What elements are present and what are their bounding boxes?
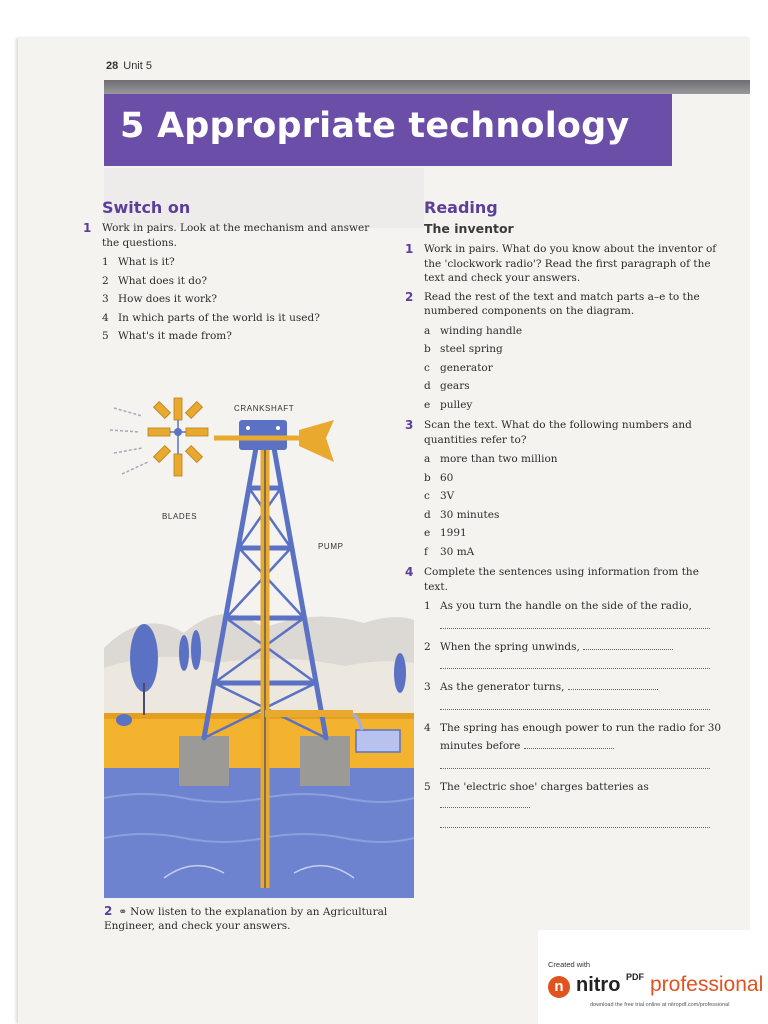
item-key: c: [424, 361, 430, 374]
exercise-4-right: [405, 565, 725, 828]
item-text: As the generator turns,: [440, 681, 565, 693]
item-key: f: [424, 545, 428, 558]
item-key: d: [424, 508, 431, 521]
list-item: [424, 543, 725, 562]
exercise-text: Complete the sentences using information from the text.: [424, 566, 699, 593]
item-text: generator: [440, 361, 493, 374]
list-item: [424, 524, 725, 543]
exercise-number: 2: [405, 289, 414, 304]
item-text: steel spring: [440, 343, 503, 355]
exercise-number: 3: [405, 418, 414, 432]
tagline-text: download the free trial online at nitropdf.com/professional: [590, 1002, 730, 1008]
list-item: [102, 272, 383, 291]
list-item: [424, 450, 725, 469]
list-item: [424, 469, 725, 488]
item-key: 5: [102, 330, 109, 342]
item-key: 5: [424, 780, 431, 793]
page-title: 5 Appropriate technology: [120, 106, 630, 146]
item-key: 4: [102, 311, 109, 324]
item-text: What does it do?: [118, 274, 207, 287]
list-item: [424, 719, 725, 769]
exercise-text: Work in pairs. What do you know about the inventor of the 'clockwork radio'? Read the first paragraph of the text and check your answers.: [424, 243, 717, 284]
item-key: c: [424, 490, 430, 502]
item-text: 1991: [440, 527, 467, 539]
windpump-illustration: [104, 358, 414, 898]
product-name: professional: [650, 973, 764, 996]
exercise-2-right: [405, 290, 725, 415]
item-key: a: [424, 453, 431, 465]
answer-blank[interactable]: [440, 798, 530, 808]
exercise-number: 1: [405, 242, 414, 256]
brand-name: nitro: [576, 974, 621, 996]
list-item: [102, 253, 383, 272]
exercise-text: Read the rest of the text and match parts a–e to the numbered components on the diagram.: [424, 290, 700, 317]
list-item: [424, 506, 725, 525]
header-bar: [104, 80, 750, 94]
windpump-drawing: [104, 358, 414, 898]
headphones-icon: ⚭: [118, 906, 128, 918]
switch-on-heading: Switch on: [102, 198, 191, 217]
item-text: In which parts of the world is it used?: [118, 311, 320, 324]
item-key: e: [424, 398, 431, 411]
list-item: [102, 327, 383, 346]
sentence-completion-list: [424, 597, 725, 828]
item-key: e: [424, 527, 431, 539]
page-header: [106, 60, 152, 72]
item-key: b: [424, 471, 431, 484]
item-text: 60: [440, 471, 454, 484]
quantity-list: [424, 450, 725, 561]
exercise-1-left: [83, 221, 383, 346]
item-key: 1: [424, 600, 431, 612]
page-number: 28: [106, 60, 119, 72]
item-text: pulley: [440, 398, 473, 411]
item-text: 3V: [440, 490, 455, 502]
answer-blank[interactable]: [440, 656, 710, 669]
list-item: [424, 377, 725, 396]
exercise-text: Work in pairs. Look at the mechanism and answer the questions.: [102, 222, 370, 249]
exercise-text: Scan the text. What do the following numbers and quantities refer to?: [424, 419, 692, 446]
list-item: [102, 290, 383, 309]
reading-subheading: The inventor: [424, 221, 514, 236]
item-key: 1: [102, 256, 109, 268]
item-key: 2: [102, 274, 109, 287]
list-item: [424, 340, 725, 359]
diagram-label-pump: PUMP: [318, 542, 344, 551]
nitro-pdf-watermark[interactable]: [538, 930, 768, 1024]
exercise-text: Now listen to the explanation by an Agricultural Engineer, and check your answers.: [104, 906, 388, 932]
reading-section: [405, 198, 725, 837]
item-text: more than two million: [440, 453, 558, 465]
list-item: [424, 678, 725, 710]
brand-superscript: PDF: [626, 972, 644, 982]
item-text: When the spring unwinds,: [440, 640, 580, 653]
list-item: [102, 309, 383, 328]
item-text: What is it?: [118, 256, 175, 268]
unit-label: Unit 5: [123, 60, 152, 72]
item-text: What's it made from?: [118, 330, 232, 342]
answer-blank[interactable]: [568, 680, 658, 690]
title-banner: [104, 94, 672, 166]
item-key: 2: [424, 640, 431, 653]
item-key: 3: [102, 293, 109, 305]
created-with-text: Created with: [548, 960, 591, 969]
item-text: How does it work?: [118, 293, 218, 305]
list-item: [424, 359, 725, 378]
answer-blank[interactable]: [524, 739, 614, 749]
item-text: The 'electric shoe' charges batteries as: [440, 780, 649, 793]
exercise-number: 2: [104, 904, 113, 918]
answer-blank[interactable]: [583, 640, 673, 650]
answer-blank[interactable]: [440, 815, 710, 828]
item-key: 4: [424, 721, 431, 734]
item-key: a: [424, 324, 431, 337]
exercise-number: 1: [83, 221, 92, 235]
exercise-3-right: [405, 418, 725, 561]
component-list: [424, 322, 725, 415]
exercise-1-right: [405, 242, 725, 286]
item-text: gears: [440, 380, 470, 392]
item-key: d: [424, 380, 431, 392]
item-text: As you turn the handle on the side of the radio,: [440, 600, 692, 612]
list-item: [424, 487, 725, 506]
item-text: 30 mA: [440, 545, 475, 558]
exercise-number: 4: [405, 565, 414, 579]
answer-blank[interactable]: [440, 756, 710, 769]
item-key: b: [424, 343, 431, 355]
reading-heading: Reading: [424, 198, 498, 217]
list-item: [424, 638, 725, 670]
diagram-label-crankshaft: CRANKSHAFT: [234, 404, 295, 413]
list-item: [424, 396, 725, 415]
nitro-logo-icon: n: [548, 976, 570, 998]
diagram-label-blades: BLADES: [162, 512, 198, 521]
switch-on-section: [83, 198, 383, 350]
list-item: [424, 322, 725, 341]
exercise-2-left: [104, 904, 404, 933]
item-key: 3: [424, 681, 431, 693]
item-text: winding handle: [440, 324, 523, 337]
answer-blank[interactable]: [440, 616, 710, 629]
answer-blank[interactable]: [440, 697, 710, 710]
list-item: [424, 597, 725, 629]
item-text: The spring has enough power to run the radio for 30 minutes before: [440, 721, 722, 752]
list-item: [424, 778, 725, 828]
question-list: [102, 253, 383, 346]
item-text: 30 minutes: [440, 508, 500, 521]
